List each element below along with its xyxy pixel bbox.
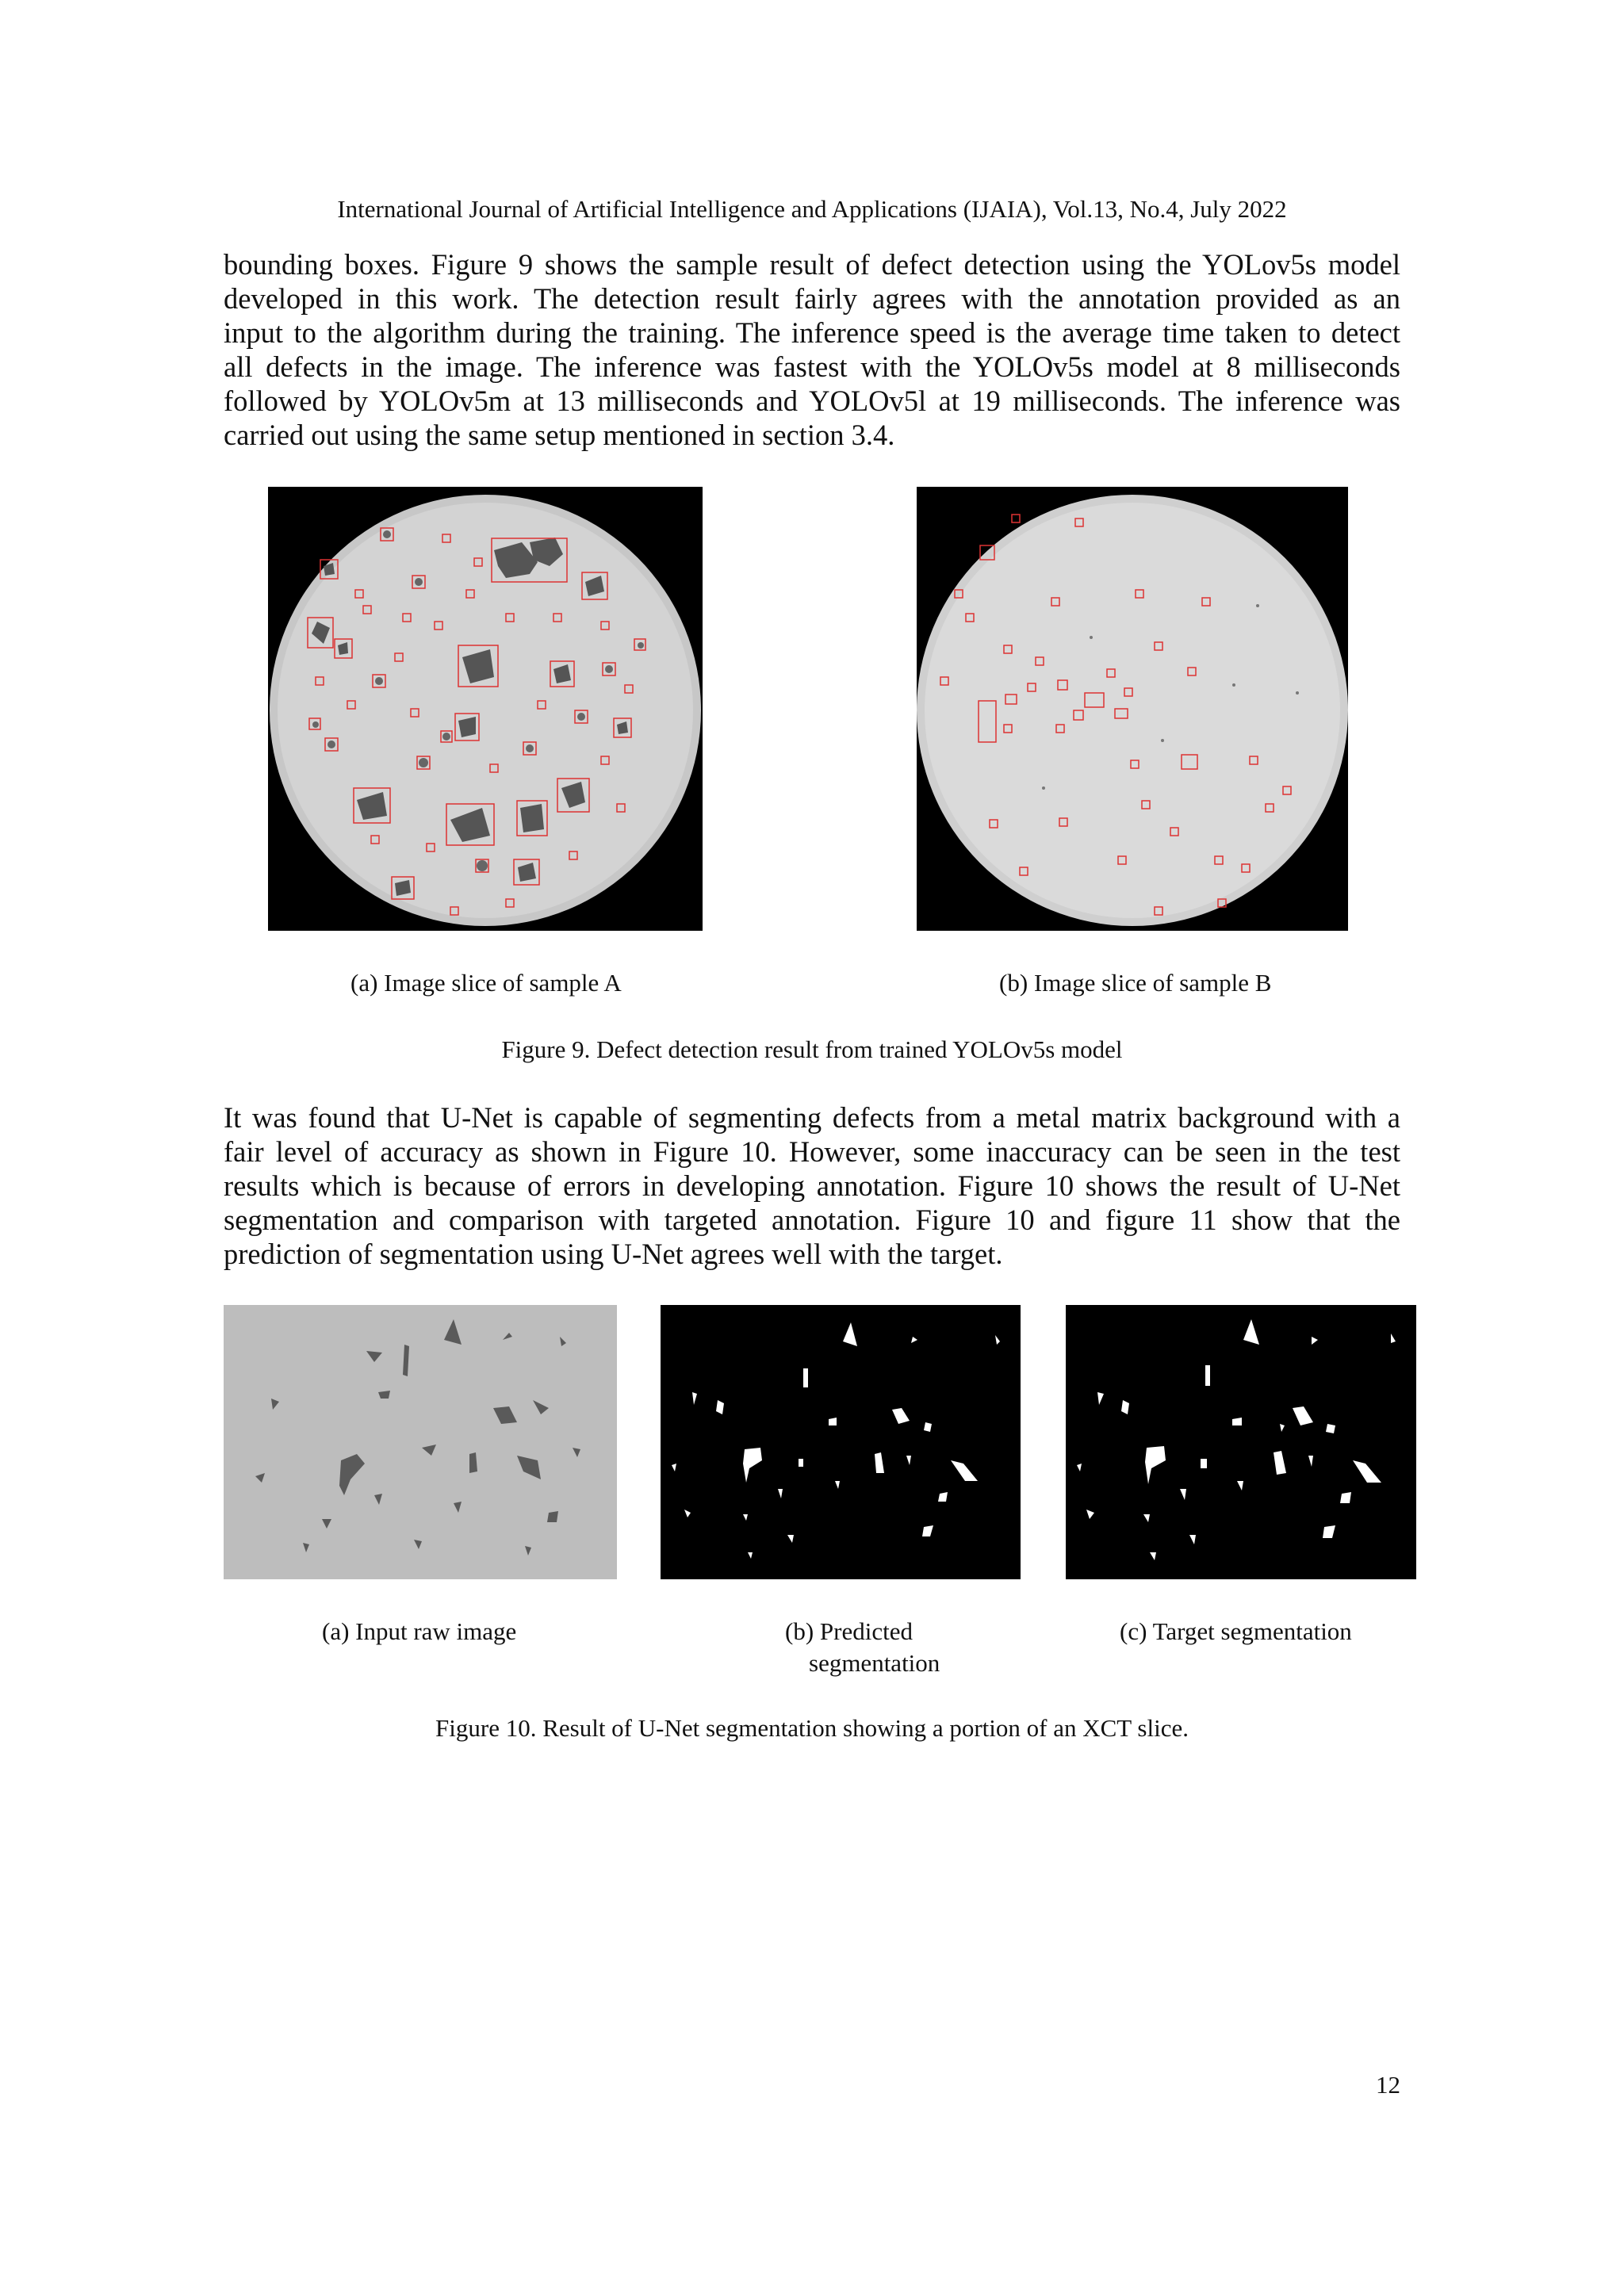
text-line: segmentation and comparison with targeted annotation. Figure 10 and figure 11 show that the	[224, 1203, 1400, 1236]
target-segmentation-image	[1066, 1305, 1416, 1579]
paragraph-unet-result	[224, 1100, 1400, 1271]
text-line: prediction of segmentation using U-Net agrees well with the target.	[224, 1238, 1003, 1270]
text-line: bounding boxes. Figure 9 shows the sample result of defect detection using the YOLov5s model	[224, 248, 1400, 281]
page-number: 12	[1376, 2071, 1400, 2099]
text-line: developed in this work. The detection result fairly agrees with the annotation provided as an	[224, 282, 1400, 315]
figure10-subcaption-a: (a) Input raw image	[322, 1617, 517, 1645]
text-line: input to the algorithm during the training. The inference speed is the average time taken to detect	[224, 316, 1400, 349]
xct-slice-sample-b	[917, 487, 1348, 931]
paragraph-figure9-intro	[224, 247, 1400, 452]
text-line: followed by YOLOv5m at 13 milliseconds and YOLOv5l at 19 milliseconds. The inference was	[224, 385, 1400, 417]
text-line: all defects in the image. The inference was fastest with the YOLOv5s model at 8 milliseconds	[224, 350, 1400, 383]
xct-slice-sample-a	[268, 487, 703, 931]
figure10-subcaption-c: (c) Target segmentation	[1120, 1617, 1352, 1645]
figure9-subcaption-b: (b) Image slice of sample B	[999, 969, 1272, 997]
figure10-caption: Figure 10. Result of U-Net segmentation showing a portion of an XCT slice.	[435, 1714, 1189, 1742]
figure10-image-a	[224, 1305, 617, 1579]
figure9-subcaption-a: (a) Image slice of sample A	[350, 969, 622, 997]
figure10-subcaption-b-line1: (b) Predicted	[785, 1617, 913, 1645]
figure10-subcaption-b-line2: segmentation	[809, 1649, 940, 1677]
figure10-image-c	[1066, 1305, 1416, 1579]
figure9-image-a	[268, 487, 703, 931]
text-line: results which is because of errors in developing annotation. Figure 10 shows the result of U-Net	[224, 1169, 1400, 1202]
raw-input-image	[224, 1305, 617, 1579]
figure9-image-b	[917, 487, 1348, 931]
figure10-image-b	[661, 1305, 1021, 1579]
text-line: It was found that U-Net is capable of segmenting defects from a metal matrix background with a	[224, 1101, 1400, 1134]
predicted-segmentation-image	[661, 1305, 1021, 1579]
running-header: International Journal of Artificial Intelligence and Applications (IJAIA), Vol.13, No.4, July 2022	[337, 195, 1287, 223]
text-line: fair level of accuracy as shown in Figure 10. However, some inaccuracy can be seen in the test	[224, 1135, 1400, 1168]
text-line: carried out using the same setup mentioned in section 3.4.	[224, 419, 895, 451]
figure9-caption: Figure 9. Defect detection result from trained YOLOv5s model	[501, 1035, 1123, 1063]
